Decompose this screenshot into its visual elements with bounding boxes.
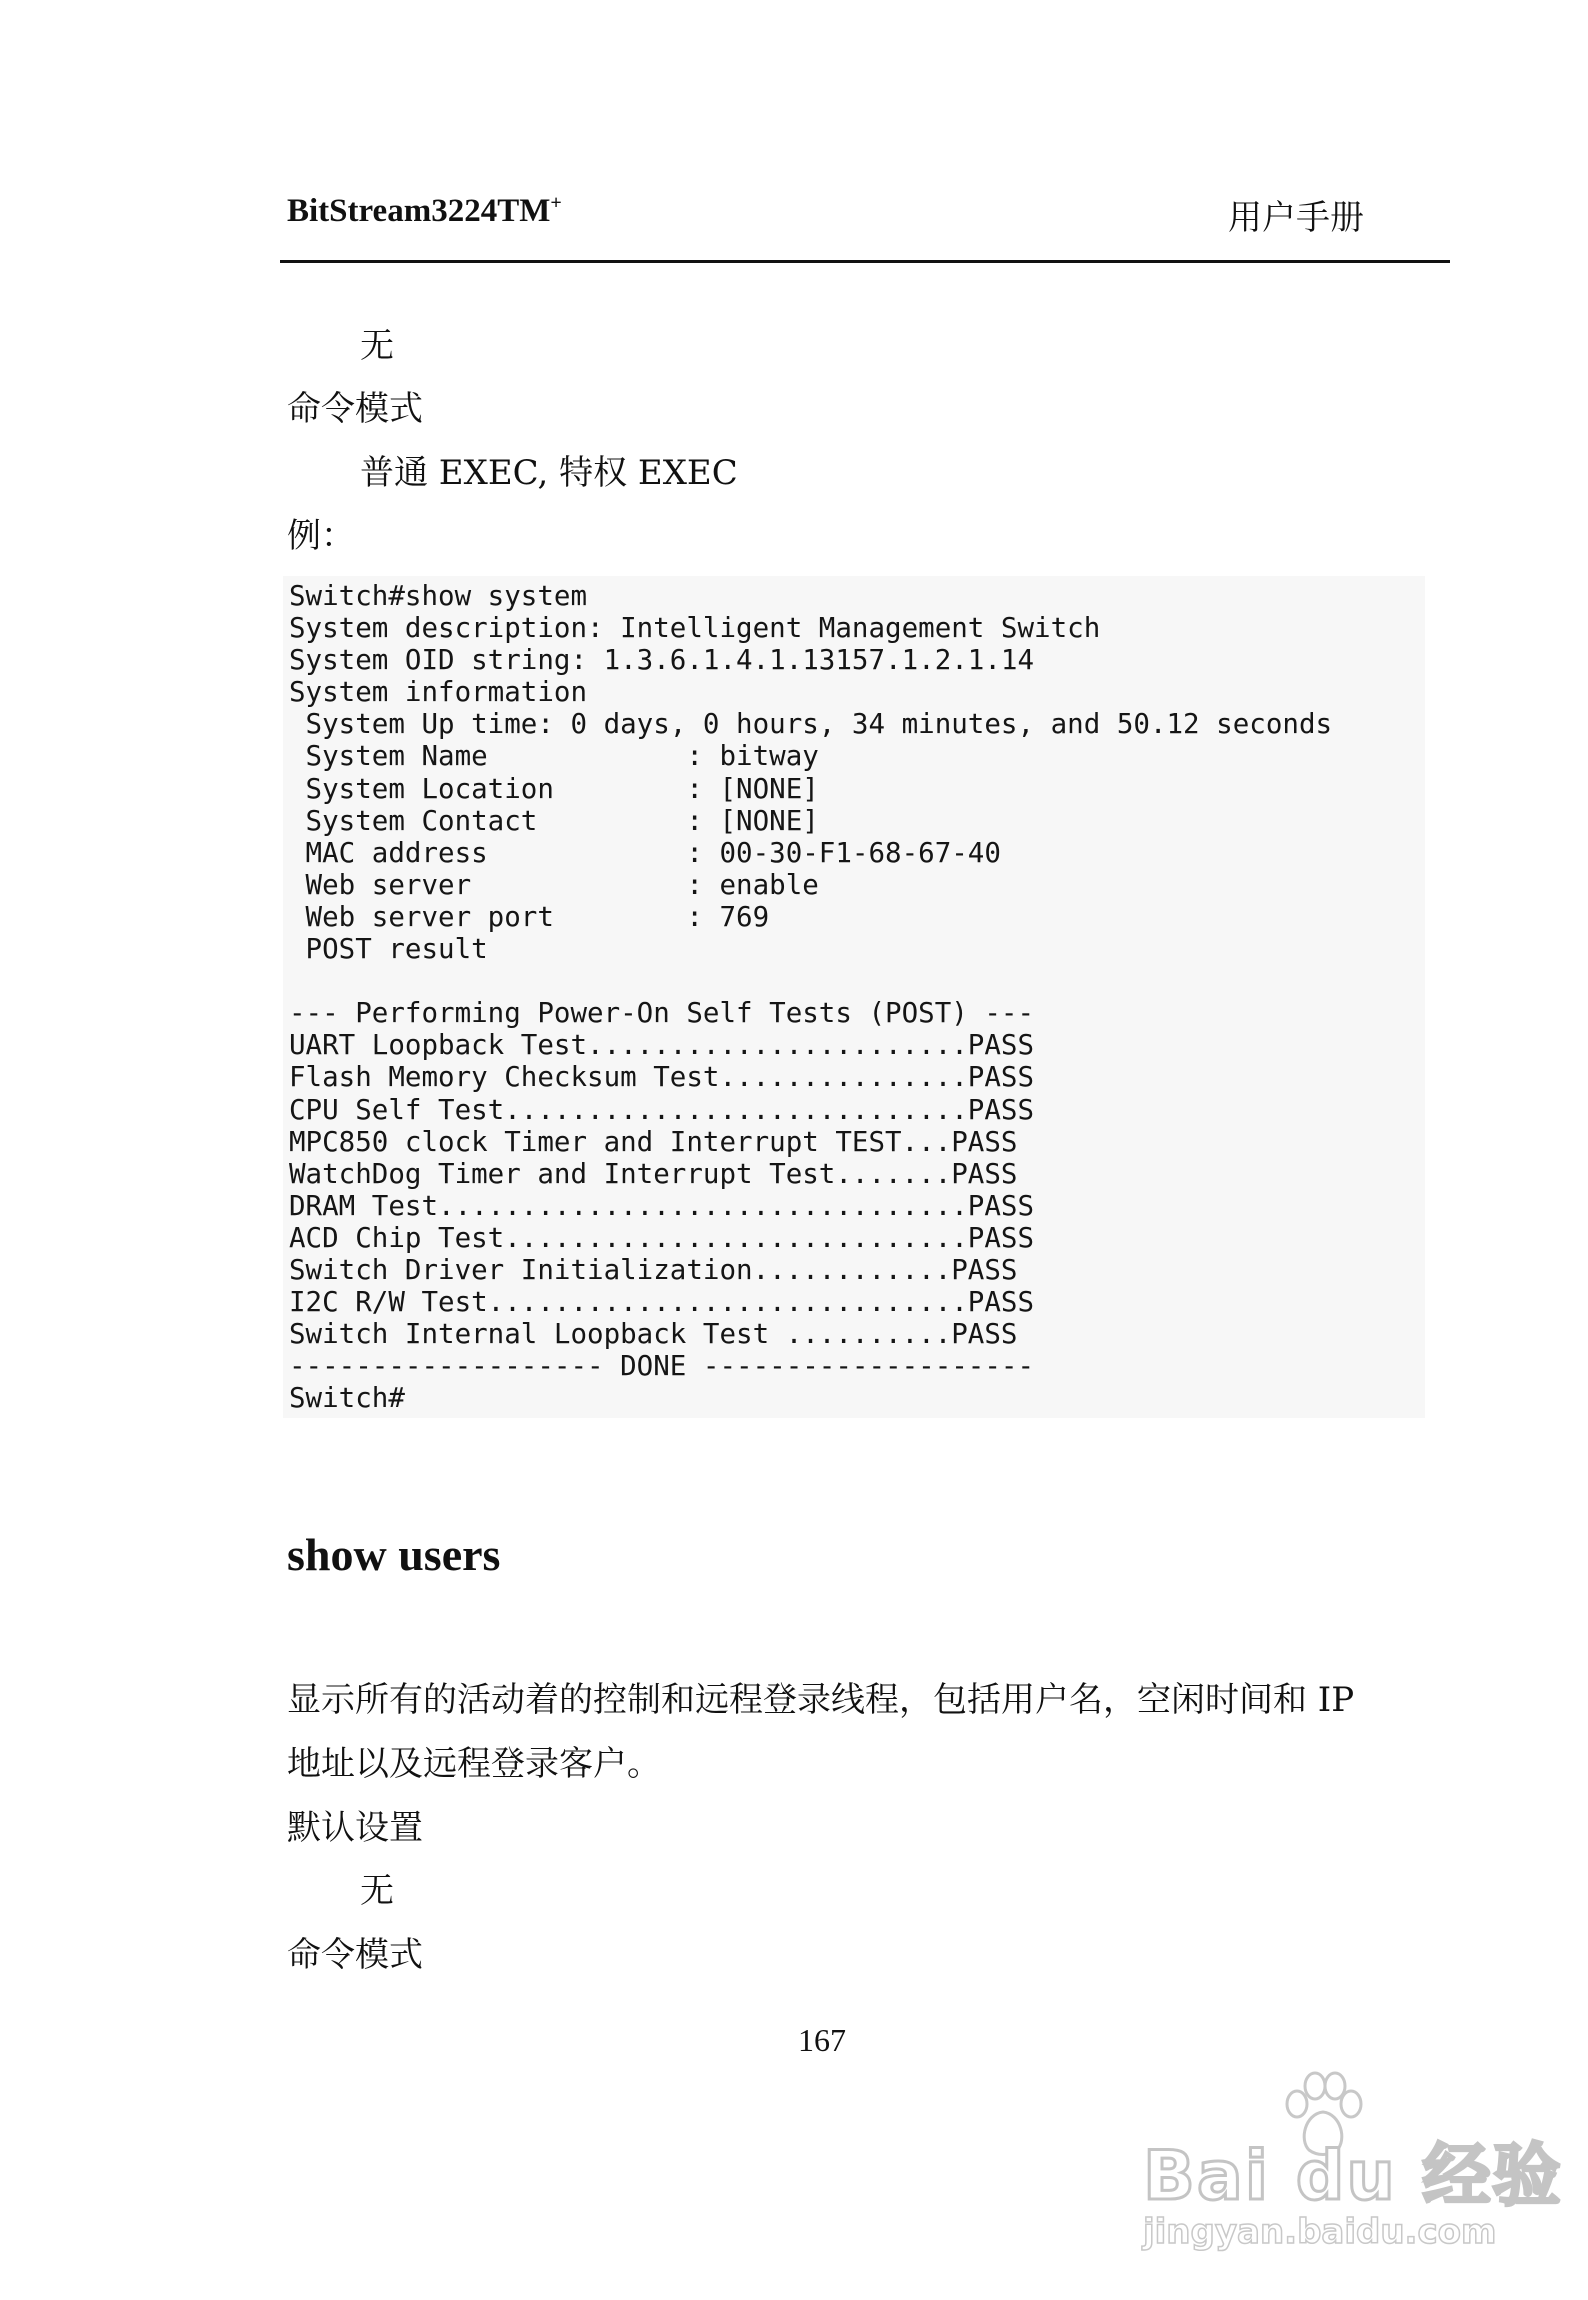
header-product-superscript: + xyxy=(550,192,562,214)
terminal-line: Switch Driver Initialization............PASS xyxy=(289,1253,1018,1286)
terminal-line: System information xyxy=(289,676,588,709)
terminal-line: System Up time: 0 days, 0 hours, 34 minutes, and 50.12 seconds xyxy=(289,708,1333,741)
terminal-line: MPC850 clock Timer and Interrupt TEST...PASS xyxy=(289,1125,1018,1158)
terminal-line: Switch# xyxy=(289,1382,405,1415)
command-mode-value: 普通 EXEC, 特权 EXEC xyxy=(360,453,738,493)
terminal-line: DRAM Test................................PASS xyxy=(289,1189,1035,1222)
terminal-line: MAC address : 00-30-F1-68-67-40 xyxy=(289,836,1001,869)
default-settings-label: 默认设置 xyxy=(287,1808,423,1848)
terminal-line: System Name : bitway xyxy=(289,740,819,773)
terminal-line: ------------------- DONE -------------------- xyxy=(289,1350,1035,1383)
section-title: show users xyxy=(287,1529,501,1580)
terminal-line: Web server : enable xyxy=(289,868,819,901)
example-label: 例： xyxy=(287,516,355,556)
command-mode-label-2: 命令模式 xyxy=(287,1935,423,1975)
header-divider xyxy=(280,260,1450,263)
terminal-line: System Contact : [NONE] xyxy=(289,804,819,837)
terminal-line: Switch Internal Loopback Test ..........PASS xyxy=(289,1318,1018,1351)
terminal-line: System description: Intelligent Management Switch xyxy=(289,612,1101,645)
command-mode-label: 命令模式 xyxy=(287,389,423,429)
terminal-line: I2C R/W Test.............................PASS xyxy=(289,1286,1035,1319)
terminal-line: Switch#show system xyxy=(289,580,588,612)
terminal-line: WatchDog Timer and Interrupt Test.......PASS xyxy=(289,1157,1018,1190)
section-description-line-1: 显示所有的活动着的控制和远程登录线程，包括用户名，空闲时间和 IP xyxy=(287,1680,1355,1720)
default-settings-value: 无 xyxy=(360,1871,394,1911)
terminal-line: POST result xyxy=(289,933,488,966)
terminal-line: UART Loopback Test.......................PASS xyxy=(289,1029,1035,1062)
terminal-line: Flash Memory Checksum Test...............PASS xyxy=(289,1061,1035,1094)
terminal-line: --- Performing Power-On Self Tests (POST) --- xyxy=(289,997,1035,1030)
terminal-line: System Location : [NONE] xyxy=(289,772,819,805)
header-doc-type: 用户手册 xyxy=(1228,198,1364,238)
terminal-line: ACD Chip Test............................PASS xyxy=(289,1221,1035,1254)
section-description-line-2: 地址以及远程登录客户。 xyxy=(287,1744,661,1784)
terminal-line: CPU Self Test............................PASS xyxy=(289,1093,1035,1126)
terminal-line: Web server port : 769 xyxy=(289,900,770,933)
terminal-line: System OID string: 1.3.6.1.4.1.13157.1.2.1.14 xyxy=(289,644,1035,677)
header-product-name: BitStream3224TM+ xyxy=(287,192,562,229)
page-number: 167 xyxy=(798,2022,846,2058)
watermark-logo: Bai du 经验 xyxy=(1143,2137,1563,2216)
default-value: 无 xyxy=(360,326,394,366)
watermark-url: jingyan.baidu.com xyxy=(1143,2212,1497,2252)
terminal-output xyxy=(289,580,1332,1414)
terminal-line xyxy=(289,965,1332,997)
